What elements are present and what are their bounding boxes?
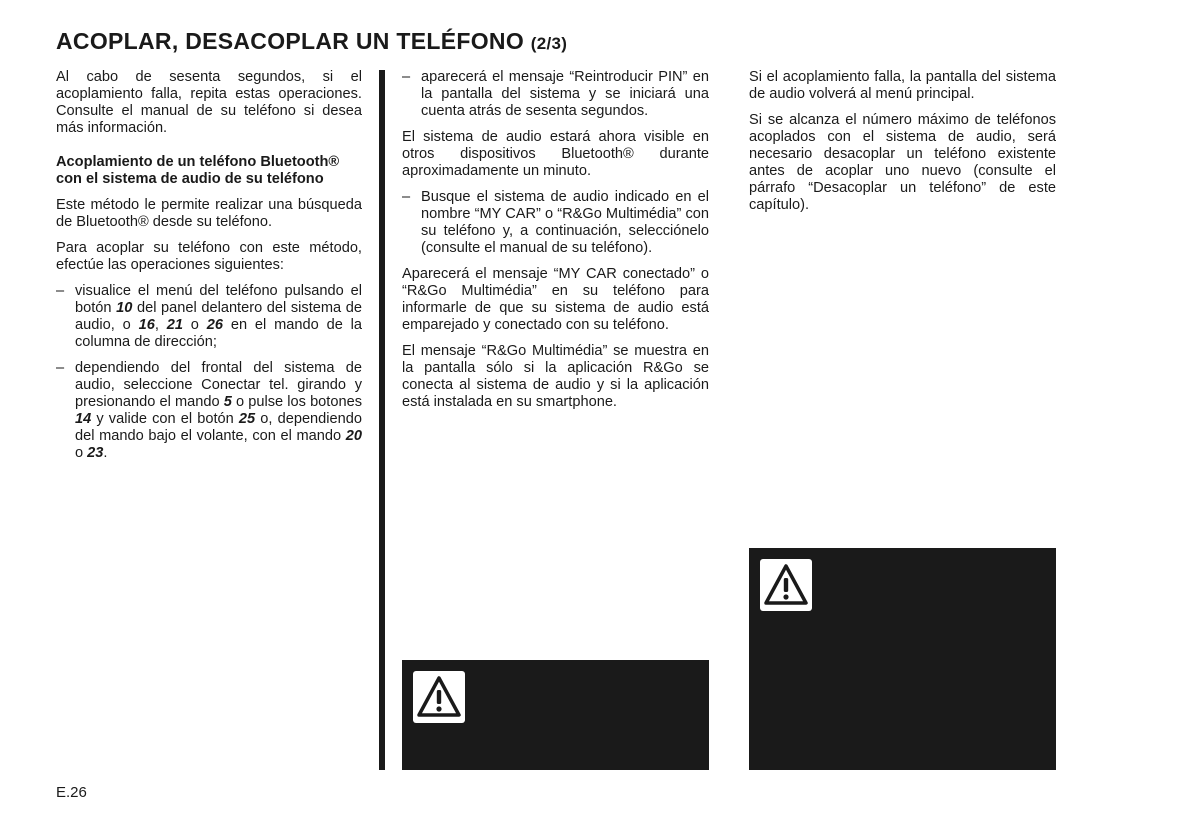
- page-title: [56, 28, 567, 55]
- paragraph: El sistema de audio estará ahora visible en otros dispositivos Bluetooth® durante aproximadamente un minuto.: [402, 129, 709, 179]
- button-ref: 25: [238, 411, 256, 427]
- paragraph: Si el acoplamiento falla, la pantalla del sistema de audio volverá al menú principal.: [749, 69, 1056, 102]
- title-part: (2/3): [530, 34, 568, 53]
- text: o, dependiendo del mando bajo el volante, con el mando: [75, 411, 362, 444]
- list-item: – aparecerá el mensaje “Reintroducir PIN” en la pantalla del sistema y se iniciará una cuenta atrás de sesenta segundos.: [402, 69, 709, 120]
- paragraph: Al cabo de sesenta segundos, si el acoplamiento falla, repita estas operaciones. Consulte el manual de su teléfono si desea más información.: [56, 69, 362, 136]
- paragraph: El mensaje “R&Go Multimédia” se muestra en la pantalla sólo si la aplicación R&Go se conecta al sistema de audio y si la aplicación está instalada en su smartphone.: [402, 343, 709, 410]
- paragraph: Para acoplar su teléfono con este método, efectúe las operaciones siguientes:: [56, 240, 362, 273]
- page-number: E.26: [56, 784, 87, 801]
- text: .: [103, 445, 108, 461]
- text: o pulse los botones: [231, 394, 363, 410]
- button-ref: 23: [87, 445, 104, 461]
- text: dependiendo del frontal del sistema de audio, seleccione Conectar tel. girando y presionando el mando: [75, 360, 362, 410]
- button-ref: 10: [116, 300, 133, 316]
- text: del panel delantero del sistema de audio, o: [75, 300, 362, 333]
- title-text: ACOPLAR, DESACOPLAR UN TELÉFONO: [56, 28, 525, 54]
- text: y valide con el botón: [91, 411, 239, 427]
- text: visualice el menú del teléfono pulsando el botón: [75, 283, 362, 316]
- step-list: [402, 69, 709, 120]
- paragraph: Si se alcanza el número máximo de teléfonos acoplados con el sistema de audio, será necesario desacoplar un teléfono existente antes de acoplar uno nuevo (consulte el párrafo “Desacoplar un teléfono” de este capítulo).: [749, 112, 1056, 213]
- warning-triangle-icon: [413, 671, 465, 723]
- column-3: [749, 69, 1056, 223]
- text: o: [75, 445, 88, 461]
- change-bar: [379, 70, 385, 770]
- button-ref: 26: [206, 317, 223, 333]
- button-ref: 20: [345, 428, 362, 444]
- column-2: [402, 69, 709, 420]
- text: o: [182, 317, 207, 333]
- paragraph: Este método le permite realizar una búsqueda de Bluetooth® desde su teléfono.: [56, 197, 362, 230]
- paragraph: Aparecerá el mensaje “MY CAR conectado” o “R&Go Multimédia” en su teléfono para informarle de que su sistema de audio está emparejado y conectado con su teléfono.: [402, 266, 709, 333]
- warning-box: [402, 660, 709, 770]
- text: en el mando de la columna de dirección;: [75, 317, 363, 350]
- list-item: – Busque el sistema de audio indicado en el nombre “MY CAR” o “R&Go Multimédia” con su teléfono y, a continuación, selecciónelo (consulte el manual de su teléfono).: [402, 189, 709, 257]
- text: ,: [154, 317, 167, 333]
- button-ref: 14: [75, 411, 92, 427]
- step-list: [402, 189, 709, 257]
- section-heading: Acoplamiento de un teléfono Bluetooth® con el sistema de audio de su teléfono: [56, 154, 340, 187]
- list-item: [56, 360, 362, 462]
- column-1: [56, 69, 362, 471]
- button-ref: 21: [166, 317, 183, 333]
- list-item: [56, 283, 362, 351]
- warning-triangle-icon: [760, 559, 812, 611]
- button-ref: 16: [138, 317, 155, 333]
- step-list: [56, 283, 362, 462]
- warning-box: [749, 548, 1056, 770]
- button-ref: 5: [223, 394, 232, 410]
